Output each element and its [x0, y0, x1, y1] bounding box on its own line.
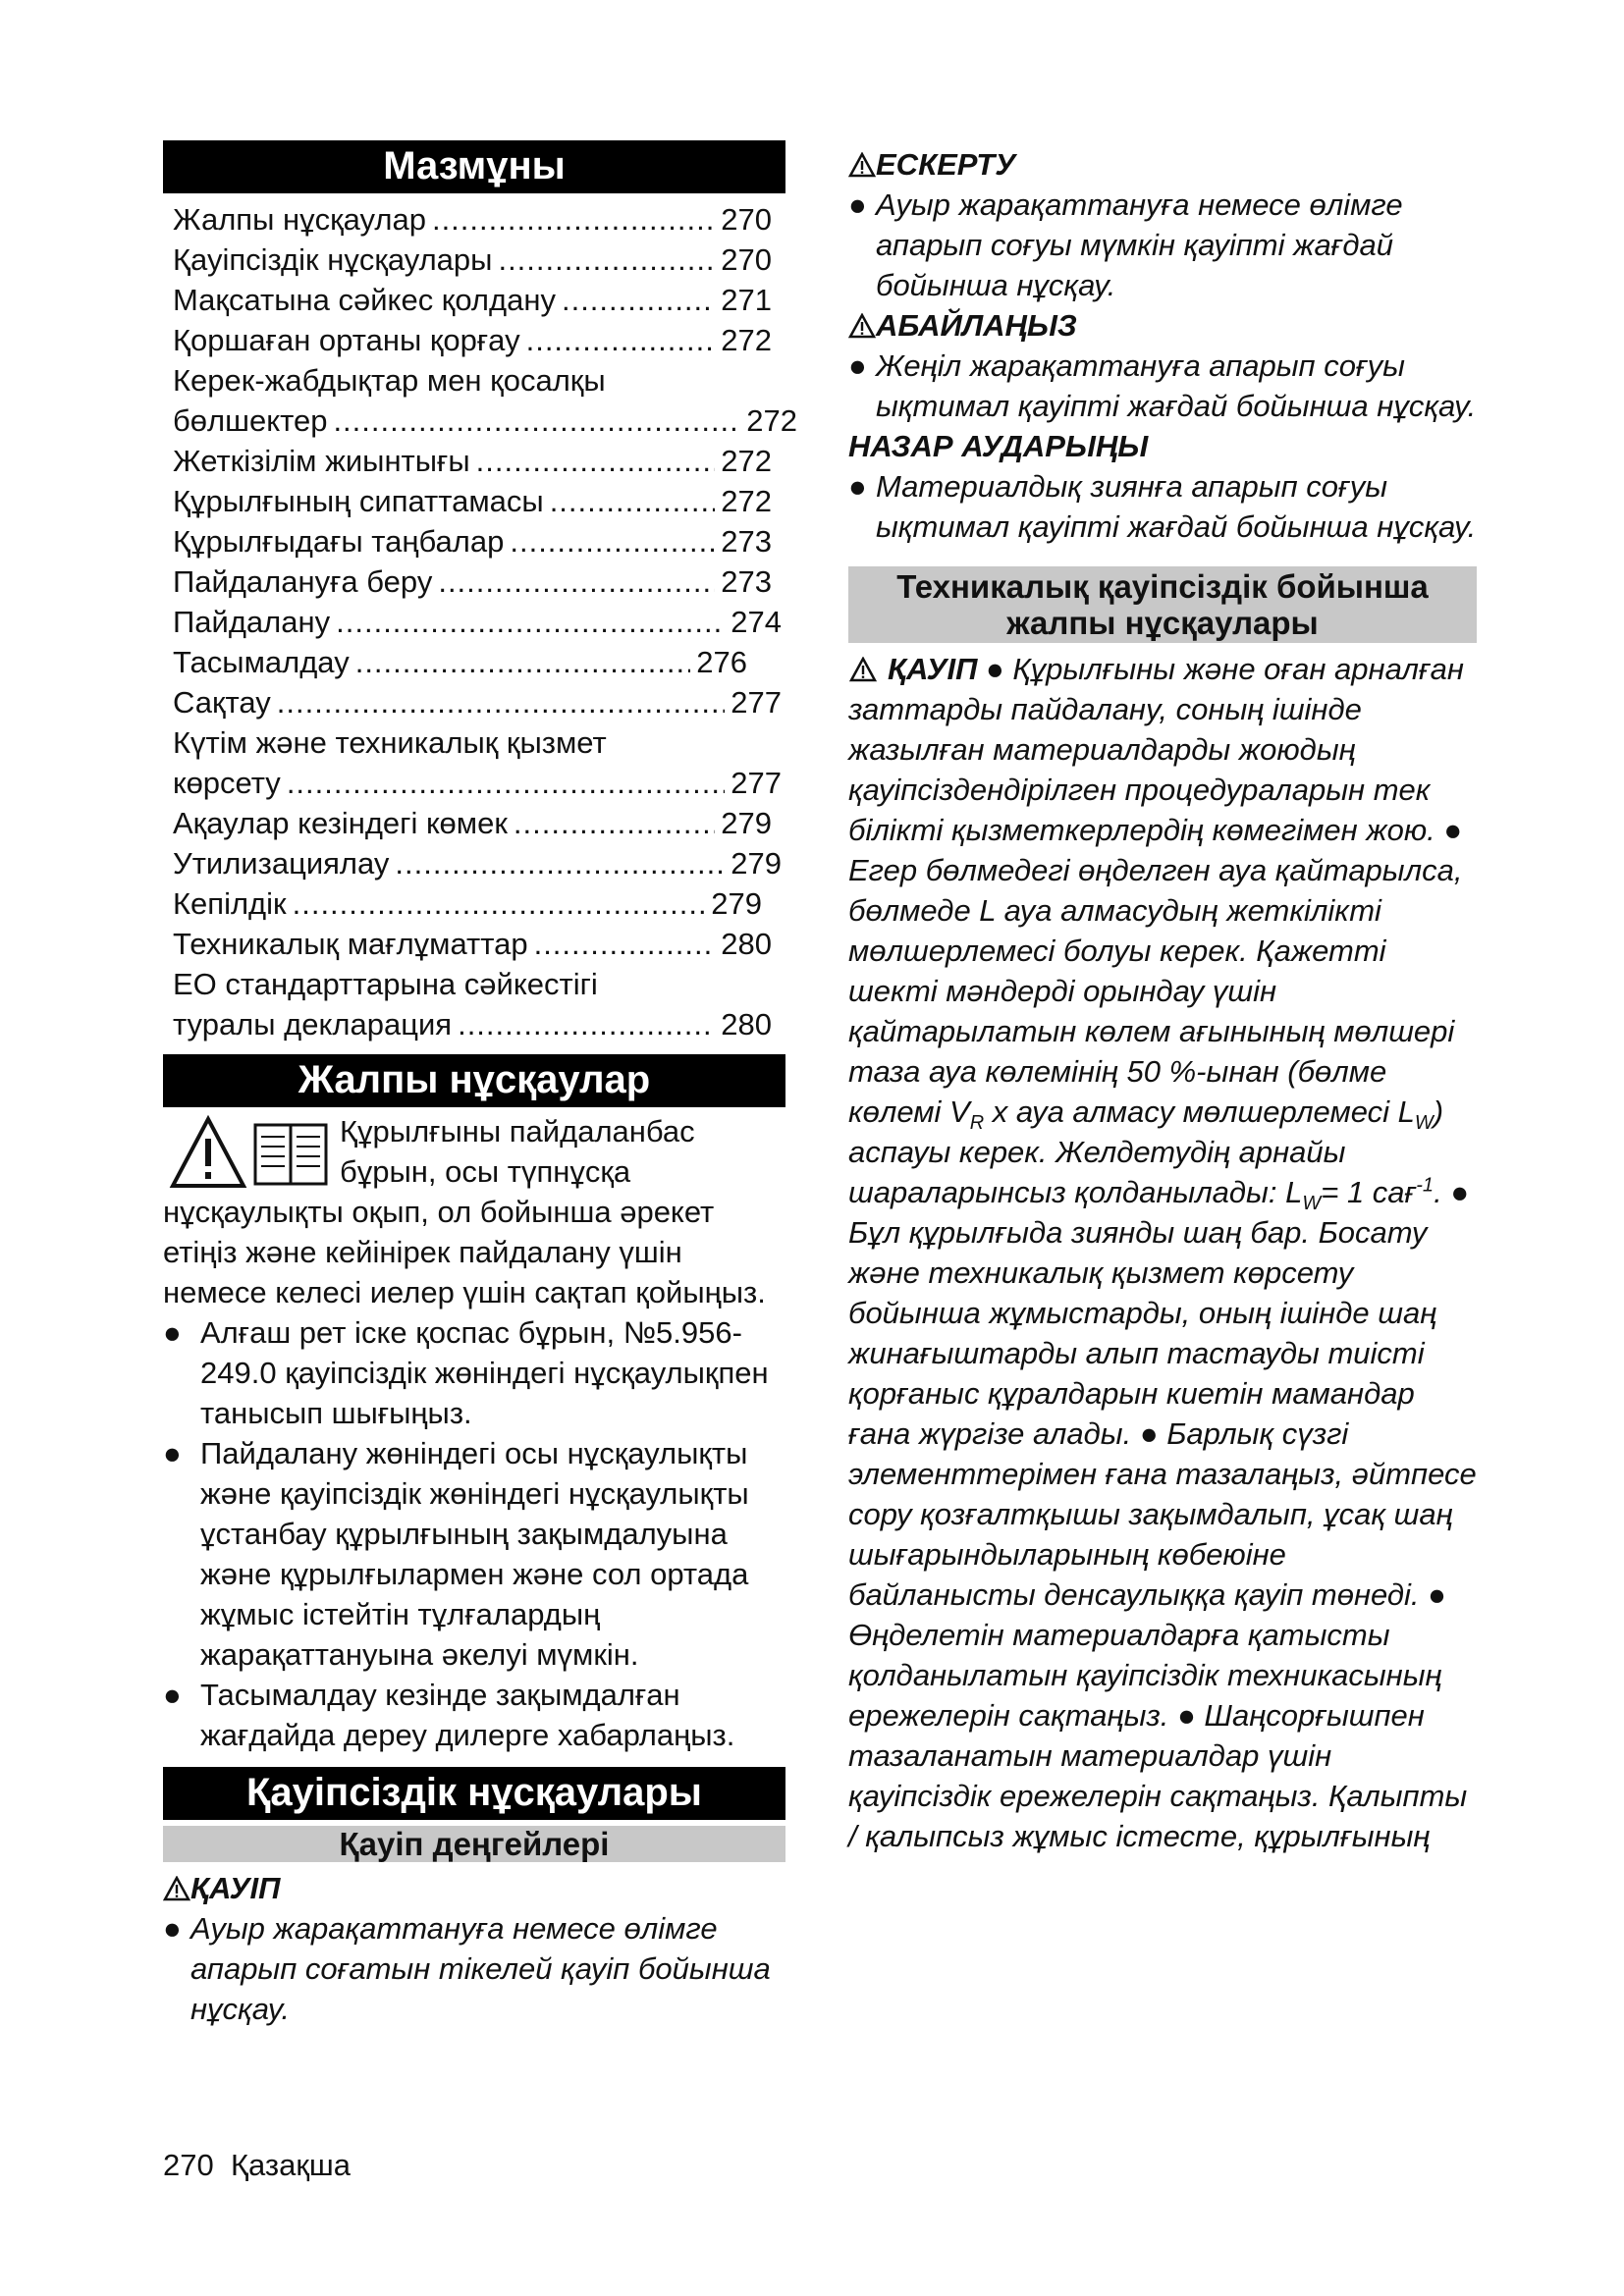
bullet-icon: ●	[163, 1911, 182, 1946]
notice-level-text: ● Материалдық зиянға апарып соғуы ықтимал қауіпті жағдай бойынша нұсқау.	[848, 466, 1477, 547]
list-item	[163, 1433, 785, 1675]
bullet-icon: ●	[848, 187, 867, 222]
intro-text-rest: нұсқаулықты оқып, ол бойынша әрекет етіңіз және кейінірек пайдалану үшін немесе келесі иелер үшін сақтап қойыңыз.	[163, 1195, 766, 1309]
toc-entry[interactable]: Тасымалдау ..... 276	[173, 642, 747, 682]
table-of-contents	[173, 199, 797, 1044]
toc-entry[interactable]: Ақаулар кезіндегі көмек ..... 279	[173, 803, 772, 843]
caution-level-text: ● Жеңіл жарақаттануға апарып соғуы ықтимал қауіпті жағдай бойынша нұсқау.	[848, 346, 1477, 426]
intro-icons	[163, 1111, 334, 1192]
bullet-text: Тасымалдау кезінде зақымдалған жағдайда дереу дилерге хабарлаңыз.	[200, 1678, 735, 1752]
intro-text-line2: бұрын, осы түпнұсқа	[340, 1154, 631, 1189]
page-footer	[163, 2148, 351, 2183]
toc-entry[interactable]: Қоршаған ортаны қорғау ..... 272	[173, 320, 772, 360]
warning-icon	[848, 313, 876, 339]
toc-entry[interactable]: Құрылғының сипаттамасы ..... 272	[173, 481, 772, 521]
general-intro	[163, 1111, 785, 1312]
bullet-icon: ●	[848, 348, 867, 383]
toc-entry[interactable]: Пайдалану ..... 274	[173, 602, 782, 642]
page-number: 270	[163, 2148, 214, 2182]
general-heading: Жалпы нұсқаулар	[163, 1054, 785, 1107]
intro-text-line1: Құрылғыны пайдаланбас	[340, 1114, 695, 1148]
notice-level-label: НАЗАР АУДАРЫҢЫ	[848, 429, 1149, 463]
toc-entry[interactable]: Құрылғыдағы таңбалар ..... 273	[173, 521, 772, 561]
warning-and-manual-icon	[163, 1111, 334, 1192]
list-item	[163, 1312, 785, 1433]
list-item	[163, 1675, 785, 1755]
toc-entry[interactable]: Күтім және техникалық қызмет көрсету ..... 277	[173, 722, 772, 803]
toc-entry[interactable]: Сақтау ..... 277	[173, 682, 782, 722]
bullet-text: Пайдалану жөніндегі осы нұсқаулықты және қауіпсіздік жөніндегі нұсқаулықты ұстанбау құрылғының зақымдалуына және құрылғылармен және сол ортада жұмыс істейтін тұлғалардың жарақаттануына әкелуі мүмкін.	[200, 1436, 749, 1672]
danger-levels-subheading: Қауіп деңгейлері	[163, 1826, 785, 1862]
left-column	[163, 140, 797, 2029]
toc-entry[interactable]: ЕО стандарттарына сәйкестігі туралы декларация ..... 280	[173, 964, 772, 1044]
warning-icon	[163, 1876, 190, 1901]
bullet-icon: ●	[163, 1315, 182, 1350]
bullet-text: Алғаш рет іске қоспас бұрын, №5.956-249.0 қауіпсіздік жөніндегі нұсқаулықпен танысып шығыңыз.	[200, 1315, 769, 1430]
toc-entry[interactable]: Кепілдік ..... 279	[173, 883, 762, 924]
bullet-icon: ●	[848, 469, 867, 504]
bullet-icon: ●	[163, 1436, 182, 1470]
right-column	[848, 140, 1477, 1856]
danger-level-text: ● Ауыр жарақаттануға немесе өлімге апарып соғатын тікелей қауіп бойынша нұсқау.	[163, 1908, 785, 2029]
technical-safety-heading: Техникалық қауіпсіздік бойынша жалпы нұсқаулары	[848, 566, 1477, 643]
toc-entry[interactable]: Техникалық мағлұматтар ..... 280	[173, 924, 772, 964]
warning-icon	[848, 657, 878, 682]
toc-heading: Мазмұны	[163, 140, 785, 193]
toc-entry[interactable]: Мақсатына сәйкес қолдану ..... 271	[173, 280, 772, 320]
toc-entry[interactable]: Жалпы нұсқаулар ..... 270	[173, 199, 772, 240]
toc-entry[interactable]: Жеткізілім жиынтығы ..... 272	[173, 441, 772, 481]
technical-safety-text: ҚАУІП ● Құрылғыны және оған арналған заттарды пайдалану, соның ішінде жазылған материалдарды жоюдың қауіпсіздендірілген процедураларын тек білікті қызметкерлердің көмегімен жою. ● Егер бөлмедегі өңделген ауа қайтарылса, бөлмеде L ауа алмасудың жеткілікті мөлшерлемесі болуы керек. Қажетті шекті мәндерді орындау үшін қайтарылатын көлем ағынының мөлшері таза ауа көлемінің 50 %-ынан (бөлме көлемі $V_R$ x ауа алмасу мөлшерлемесі $L_W$) аспауы керек. Желдетудің арнайы шараларынсыз қолданылады: $L_W= 1$ сағ$^{-1}$. ● Бұл құрылғыда зиянды шаң бар. Босату және техникалық қызмет көрсету бойынша жұмыстарды, оның ішінде шаң жинағыштарды алып тастауды тиісті қорғаныс құралдарын киетін мамандар ғана жүргізе алады. ● Барлық сүзгі элементтерімен ғана тазалаңыз, әйтпесе сору қозғалтқышы зақымдалып, ұсақ шаң шығарындыларының көбеюіне байланысты денсаулыққа қауіп төнеді. ● Өңделетін материалдарға қатысты қолданылатын қауіпсіздік техникасының ережелерін сақтаңыз. ● Шаңсорғышпен тазаланатын материалдар үшін қауіпсіздік ережелерін сақтаңыз. Қалыпты / қалыпсыз жұмыс істесте, құрылғының	[848, 652, 1477, 1853]
toc-entry[interactable]: Керек-жабдықтар мен қосалқы бөлшектер ..... 272	[173, 360, 772, 441]
footer-language: Қазақша	[230, 2148, 352, 2182]
danger-level-label: ҚАУІП	[163, 1868, 785, 1908]
caution-level-label: АБАЙЛАҢЫЗ	[848, 305, 1477, 346]
warning-level-text: ● Ауыр жарақаттануға немесе өлімге апарып соғуы мүмкін қауіпті жағдай бойынша нұсқау.	[848, 185, 1477, 305]
toc-entry[interactable]: Пайдалануға беру ..... 273	[173, 561, 772, 602]
safety-heading: Қауіпсіздік нұсқаулары	[163, 1767, 785, 1820]
toc-entry[interactable]: Қауіпсіздік нұсқаулары ..... 270	[173, 240, 772, 280]
warning-icon	[848, 152, 876, 178]
warning-level-label: ЕСКЕРТУ	[848, 144, 1477, 185]
toc-entry[interactable]: Утилизациялау ..... 279	[173, 843, 782, 883]
bullet-icon: ●	[163, 1678, 182, 1712]
